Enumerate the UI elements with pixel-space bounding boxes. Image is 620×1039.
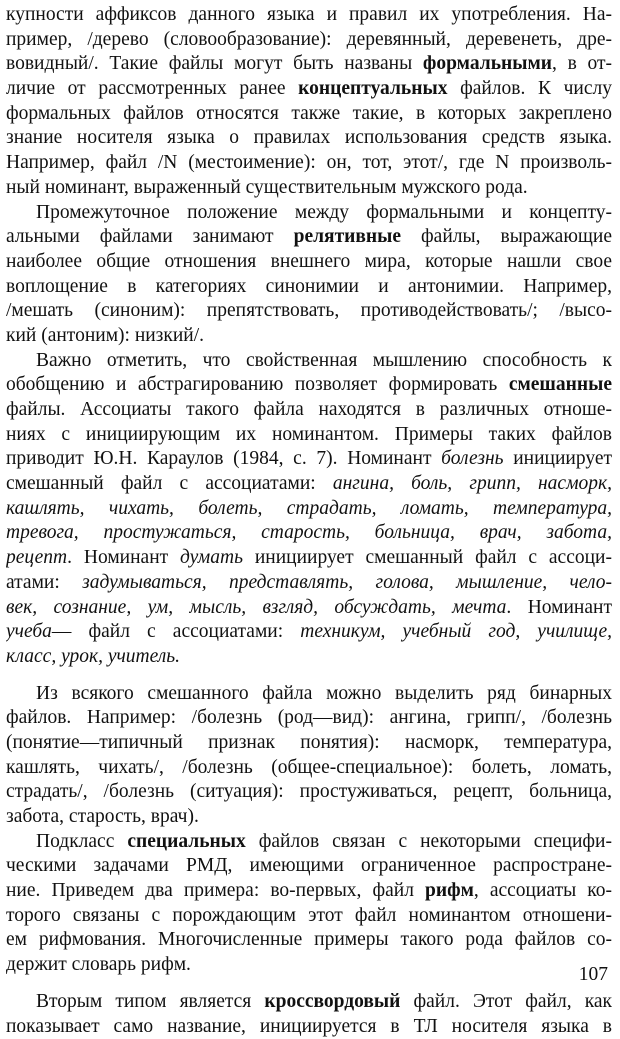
text-segment: обобщению и абстрагированию позволяет формировать [6, 374, 509, 395]
text-line [6, 472, 612, 497]
text-segment: Промежуточное положение между формальными и концепту- [36, 202, 612, 223]
text-segment: файлов связан с некоторыми специфи- [246, 831, 612, 852]
text-segment: торого связаны с порождающим этот файл номинантом отношени- [6, 905, 612, 926]
text-line [6, 904, 612, 929]
bold-term: формальными [423, 53, 552, 74]
bold-term: смешанные [509, 374, 612, 395]
text-segment: , ассоциаты ко- [474, 880, 612, 901]
text-segment: знание носителя языка о правилах использования средств языка. [6, 127, 612, 148]
text-line [6, 126, 612, 151]
text-line [6, 830, 612, 855]
text-line [6, 780, 612, 805]
text-line [6, 3, 612, 28]
italic-text: век, сознание, ум, мысль, взгляд, обсуждать, мечта [6, 597, 506, 618]
bold-term: релятивные [294, 226, 401, 247]
text-segment: ный номинант, выраженный существительным мужского рода. [6, 177, 528, 198]
text-segment: атами: [6, 572, 82, 593]
text-segment: ние. Приведем два примера: во-первых, файл [6, 880, 425, 901]
text-segment: альными файлами занимают [6, 226, 294, 247]
text-segment: — файл с ассоциатами: [52, 621, 300, 642]
text-segment: (понятие—типичный признак понятия): насморк, температура, [6, 732, 612, 753]
text-segment: кий (антоним): низкий/. [6, 325, 204, 346]
text-line [6, 28, 612, 53]
text-segment: ческими задачами РМД, имеющими ограниченное распростране- [6, 855, 612, 876]
text-segment: приводит Ю.Н. Караулов (1984, с. 7). Номинант [6, 448, 441, 469]
text-segment: Вторым типом является [36, 991, 264, 1012]
text-segment: купности аффиксов данного языка и правил их употребления. На- [6, 4, 612, 25]
text-line [6, 447, 612, 472]
text-line [6, 596, 612, 621]
body-text [6, 3, 612, 1039]
paragraph-gap [6, 978, 612, 990]
text-line [6, 373, 612, 398]
text-segment: ем рифмования. Многочисленные примеры такого рода файлов со- [6, 929, 612, 950]
text-line [6, 201, 612, 226]
text-line [6, 52, 612, 77]
text-segment: кашлять, чихать/, /болезнь (общее-специальное): болеть, ломать, [6, 757, 612, 778]
text-line [6, 805, 612, 830]
text-line [6, 546, 612, 571]
text-segment: формальных файлов относятся также такие, в которых закреплено [6, 103, 612, 124]
text-segment: , в от- [552, 53, 612, 74]
text-segment: файл. Этот файл, как [400, 991, 612, 1012]
bold-term: концептуальных [298, 78, 447, 99]
text-segment: смешанный файл с ассоциатами: [6, 473, 333, 494]
text-segment: наиболее общие отношения внешнего мира, которые нашли свое [6, 251, 612, 272]
text-line [6, 1015, 612, 1039]
text-line [6, 854, 612, 879]
text-line [6, 275, 612, 300]
text-line [6, 349, 612, 374]
text-line [6, 299, 612, 324]
text-line [6, 879, 612, 904]
text-segment: Подкласс [36, 831, 127, 852]
text-line [6, 250, 612, 275]
text-line [6, 682, 612, 707]
text-segment: инициирует [504, 448, 612, 469]
bold-term: специальных [127, 831, 245, 852]
italic-text: болезнь [441, 448, 503, 469]
text-segment: показывает само название, инициируется в ТЛ носителя языка в [6, 1016, 612, 1037]
text-segment: вовидный/. Такие файлы могут быть названы [6, 53, 423, 74]
text-line [6, 176, 612, 201]
text-line [6, 571, 612, 596]
text-segment: забота, старость, врач). [6, 806, 199, 827]
bold-term: кроссвордовый [264, 991, 400, 1012]
text-segment: страдать/, /болезнь (ситуация): простуживаться, рецепт, больница, [6, 781, 612, 802]
text-line [6, 756, 612, 781]
text-segment: ниях с инициирующим их номинантом. Примеры таких файлов [6, 424, 612, 445]
text-segment: пример, /дерево (словообразование): деревянный, деревенеть, дре- [6, 29, 612, 50]
italic-text: рецепт [6, 547, 67, 568]
text-line [6, 731, 612, 756]
italic-text: задумываться, представлять, голова, мышление, чело- [82, 572, 612, 593]
italic-text: тревога, простужаться, старость, больница, врач, забота, [6, 522, 612, 543]
italic-text: ангина, боль, грипп, насморк, [333, 473, 612, 494]
text-segment: Например, файл /N (местоимение): он, тот, этот/, где N произволь- [6, 152, 612, 173]
text-segment: файлов. К числу [447, 78, 612, 99]
page-number: 107 [579, 963, 608, 987]
text-segment: воплощение в категориях синонимии и антонимии. Например, [6, 276, 612, 297]
text-segment: Важно отметить, что свойственная мышлению способность к [36, 350, 612, 371]
text-segment: . Номинант [506, 597, 612, 618]
text-segment: /мешать (синоним): препятствовать, противодействовать/; /высо- [6, 300, 612, 321]
text-segment: . Номинант [67, 547, 180, 568]
text-line [6, 990, 612, 1015]
text-segment: Из всякого смешанного файла можно выделить ряд бинарных [36, 683, 612, 704]
text-line [6, 521, 612, 546]
text-line [6, 151, 612, 176]
italic-text: класс, урок, учитель. [6, 646, 180, 667]
text-segment: файлов. Например: /болезнь (род—вид): ангина, грипп/, /болезнь [6, 707, 612, 728]
text-line [6, 225, 612, 250]
text-line [6, 497, 612, 522]
bold-term: рифм [425, 880, 474, 901]
paragraph-gap [6, 670, 612, 682]
italic-text: кашлять, чихать, болеть, страдать, ломать, температура, [6, 498, 612, 519]
text-line [6, 706, 612, 731]
text-line [6, 77, 612, 102]
text-line [6, 398, 612, 423]
italic-text: техникум, учебный год, училище, [300, 621, 612, 642]
text-segment: личие от рассмотренных ранее [6, 78, 298, 99]
text-segment: держит словарь рифм. [6, 954, 191, 975]
text-line [6, 645, 612, 670]
italic-text: учеба [6, 621, 52, 642]
text-line [6, 324, 612, 349]
text-line [6, 953, 612, 978]
text-segment: инициирует смешанный файл с ассоци- [243, 547, 612, 568]
text-line [6, 620, 612, 645]
text-segment: файлы, выражающие [401, 226, 612, 247]
italic-text: думать [180, 547, 243, 568]
text-line [6, 102, 612, 127]
text-segment: файлы. Ассоциаты такого файла находятся в различных отноше- [6, 399, 612, 420]
text-line [6, 928, 612, 953]
text-line [6, 423, 612, 448]
